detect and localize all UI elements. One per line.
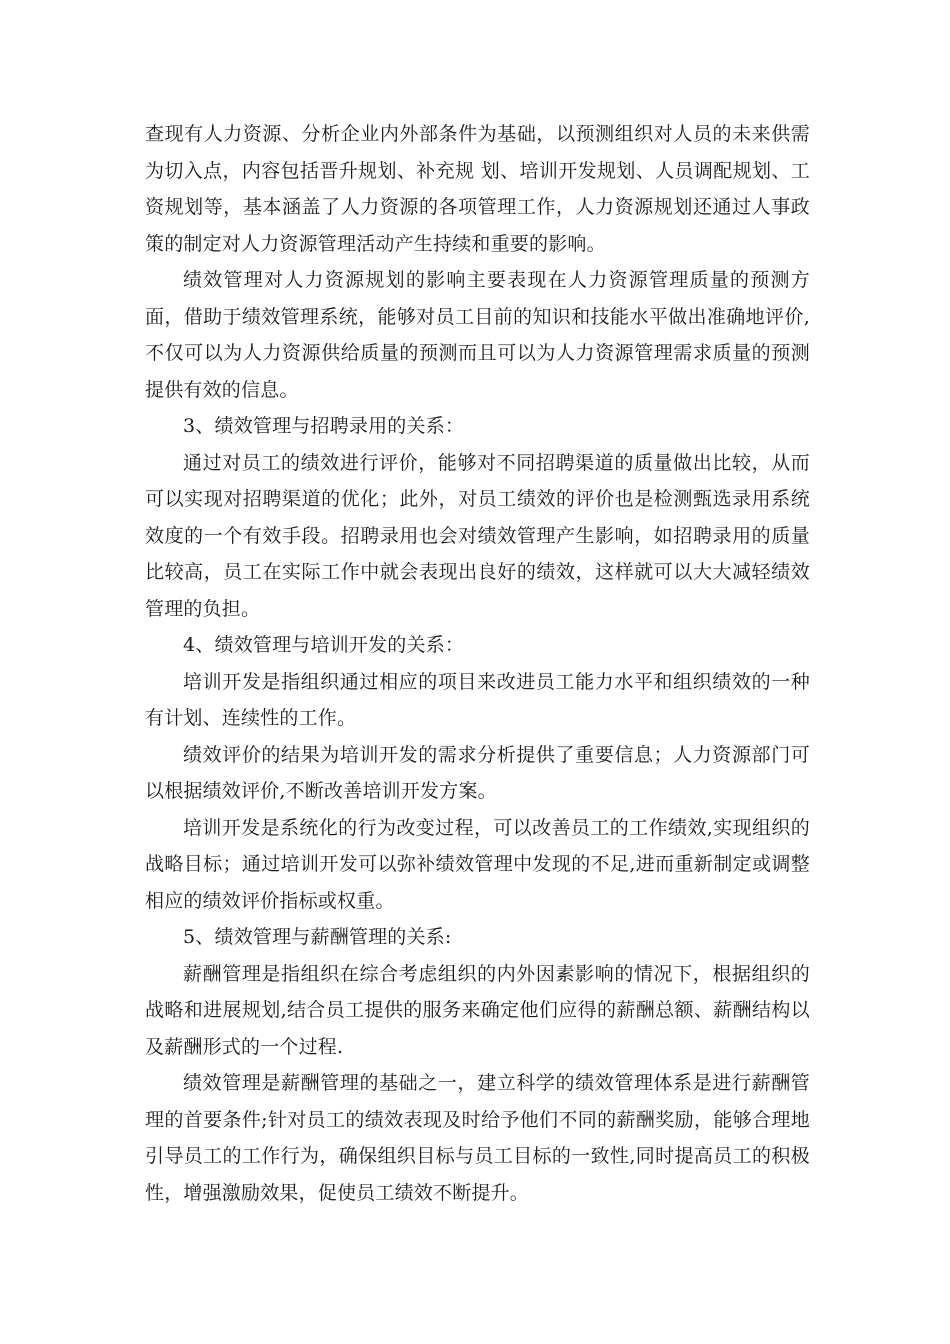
paragraph-compensation-definition: 薪酬管理是指组织在综合考虑组织的内外因素影响的情况下，根据组织的战略和进展规划,结合员工提供的服务来确定他们应得的薪酬总额、薪酬结构以及薪酬形式的一个过程. [145, 962, 810, 1058]
paragraph-training-evaluation: 绩效评价的结果为培训开发的需求分析提供了重要信息；人力资源部门可以根据绩效评价,不断改善培训开发方案。 [145, 743, 810, 802]
heading-training: 4、绩效管理与培训开发的关系： [183, 634, 465, 656]
document-body [145, 116, 810, 1211]
paragraph-training-process: 培训开发是系统化的行为改变过程，可以改善员工的工作绩效,实现组织的战略目标；通过培训开发可以弥补绩效管理中发现的不足,进而重新制定或调整相应的绩效评价指标或权重。 [145, 816, 810, 912]
paragraph-recruitment: 通过对员工的绩效进行评价，能够对不同招聘渠道的质量做出比较，从而可以实现对招聘渠道的优化；此外，对员工绩效的评价也是检测甄选录用系统效度的一个有效手段。招聘录用也会对绩效管理产生影响，如招聘录用的质量比较高，员工在实际工作中就会表现出良好的绩效，这样就可以大大减轻绩效管理的负担。 [145, 451, 810, 620]
paragraph-hr-planning: 绩效管理对人力资源规划的影响主要表现在人力资源管理质量的预测方面，借助于绩效管理系统，能够对员工目前的知识和技能水平做出准确地评价,不仅可以为人力资源供给质量的预测而且可以为人力资源管理需求质量的预测提供有效的信息。 [145, 269, 810, 401]
heading-compensation: 5、绩效管理与薪酬管理的关系: [183, 926, 452, 948]
heading-recruitment: 3、绩效管理与招聘录用的关系： [183, 415, 465, 437]
paragraph-training-definition: 培训开发是指组织通过相应的项目来改进员工能力水平和组织绩效的一种有计划、连续性的工作。 [145, 670, 810, 729]
paragraph-compensation-basis: 绩效管理是薪酬管理的基础之一，建立科学的绩效管理体系是进行薪酬管理的首要条件;针对员工的绩效表现及时给予他们不同的薪酬奖励，能够合理地引导员工的工作行为，确保组织目标与员工目标的一致性,同时提高员工的积极性，增强激励效果，促使员工绩效不断提升。 [145, 1072, 810, 1204]
paragraph-continuation: 查现有人力资源、分析企业内外部条件为基础，以预测组织对人员的未来供需为切入点，内容包括晋升规划、补充规 划、培训开发规划、人员调配规划、工资规划等，基本涵盖了人力资源的各项管理工作，人力资源规划还通过人事政策的制定对人力资源管理活动产生持续和重要的影响。 [145, 123, 810, 255]
